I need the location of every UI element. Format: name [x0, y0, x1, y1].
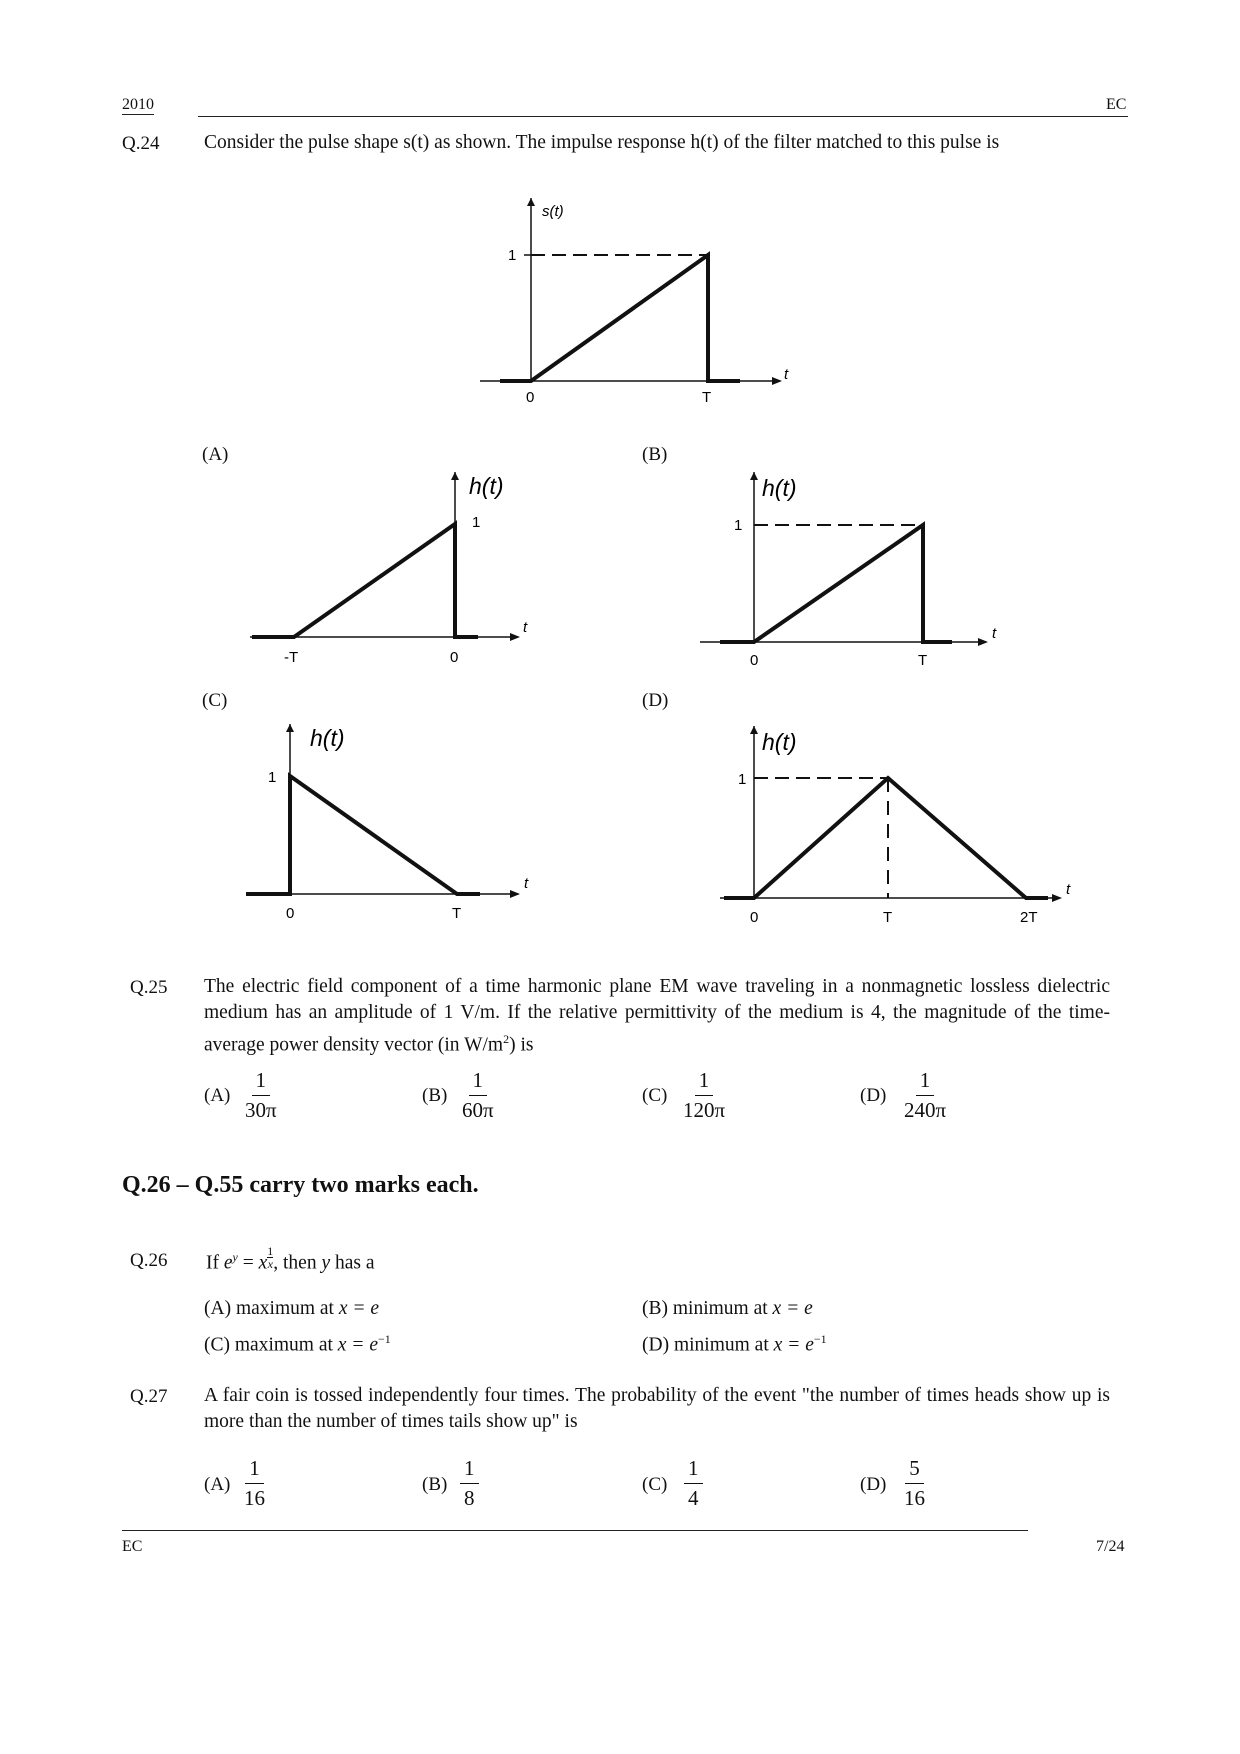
q24-option-b-plot	[690, 460, 1010, 670]
q24-option-d-label: (D)	[642, 690, 669, 711]
header-year: 2010	[122, 96, 154, 113]
d-xlabel: t	[1066, 881, 1071, 898]
q25-text: The electric field component of a time harmonic plane EM wave traveling in a nonmagnetic lossless dielectric medium has an amplitude of 1 V/m. If the relative permittivity of the medium is 4, the magnitude of the time-average power density vector (in $W/m^2$) is	[204, 976, 1110, 1056]
header-rule	[198, 116, 1128, 117]
q24-text: Consider the pulse shape s(t) as shown. The impulse response h(t) of the filter matched to this pulse is	[204, 132, 1000, 153]
q27-option-d-fraction: $\frac{5}{16}$	[904, 1456, 925, 1510]
q25-option-b-fraction: $\frac{1}{60\pi}$	[462, 1068, 494, 1122]
q26-option-b: (B) minimum at x = e	[642, 1298, 813, 1319]
q27-option-d-label: (D)	[860, 1474, 887, 1495]
main-pulse-s	[500, 255, 740, 381]
a-pulse-h	[252, 524, 478, 637]
footer-rule	[122, 1530, 1028, 1531]
c-x-tick-T: T	[452, 905, 462, 922]
q25-option-a-fraction: $\frac{1}{30\pi}$	[245, 1068, 277, 1122]
a-y-arrow-icon	[451, 472, 459, 480]
q24-option-d-plot	[690, 712, 1090, 932]
q25-option-c-fraction: $\frac{1}{120\pi}$	[683, 1068, 726, 1122]
q24-option-a-label: (A)	[202, 444, 229, 465]
d-y-tick: 1	[738, 771, 747, 788]
main-x-arrow-icon	[772, 377, 782, 385]
q26-option-c: (C) maximum at $x = e^{-1}$	[204, 1332, 391, 1356]
q26-number: Q.26	[130, 1250, 168, 1271]
q27-text: A fair coin is tossed independently four times. The probability of the event "the number of times heads show up is more than the number of times tails show up" is	[204, 1385, 1110, 1432]
b-pulse-h	[720, 525, 952, 642]
q24-option-c-plot	[240, 712, 540, 932]
d-x-tick-T: T	[883, 909, 893, 926]
main-x-tick-T: T	[702, 389, 712, 406]
main-ylabel: s(t)	[542, 203, 564, 220]
q24-option-c-label: (C)	[202, 690, 228, 711]
c-pulse-h	[246, 776, 480, 894]
q27-option-c-fraction: $\frac{1}{4}$	[684, 1456, 703, 1510]
header-paper-code: EC	[1106, 96, 1127, 113]
main-y-arrow-icon	[527, 198, 535, 206]
c-x-tick-0: 0	[286, 905, 295, 922]
c-xlabel: t	[524, 875, 529, 892]
q25-option-b-label: (B)	[422, 1085, 448, 1106]
q25-option-d-label: (D)	[860, 1085, 887, 1106]
b-y-arrow-icon	[750, 472, 758, 480]
q27-option-b-label: (B)	[422, 1474, 448, 1495]
b-x-tick-0: 0	[750, 652, 759, 669]
q27-option-c-label: (C)	[642, 1474, 668, 1495]
main-y-tick: 1	[508, 247, 517, 264]
q24-option-b-label: (B)	[642, 444, 668, 465]
c-y-arrow-icon	[286, 724, 294, 732]
q27-option-a-label: (A)	[204, 1474, 231, 1495]
d-x-tick-2T: 2T	[1020, 909, 1038, 926]
main-xlabel: t	[784, 366, 789, 383]
a-x-tick-0: 0	[450, 649, 459, 666]
c-y-tick: 1	[268, 769, 277, 786]
b-y-tick: 1	[734, 517, 743, 534]
footer-paper-code: EC	[122, 1538, 143, 1555]
d-x-arrow-icon	[1052, 894, 1062, 902]
b-ylabel: h(t)	[762, 475, 797, 501]
d-pulse-h	[724, 778, 1048, 898]
main-x-tick-0: 0	[526, 389, 535, 406]
d-x-tick-0: 0	[750, 909, 759, 926]
a-x-arrow-icon	[510, 633, 520, 641]
q26-option-d: (D) minimum at $x = e^{-1}$	[642, 1332, 827, 1356]
section-heading: Q.26 – Q.55 carry two marks each.	[122, 1172, 479, 1198]
q26-option-a: (A) maximum at x = e	[204, 1298, 380, 1319]
d-ylabel: h(t)	[762, 729, 797, 755]
a-xlabel: t	[523, 619, 528, 636]
q24-main-plot	[470, 196, 800, 416]
q25-number: Q.25	[130, 977, 168, 998]
a-ylabel: h(t)	[469, 473, 504, 499]
c-ylabel: h(t)	[310, 725, 345, 751]
q27-number: Q.27	[130, 1386, 168, 1407]
b-x-tick-T: T	[918, 652, 928, 669]
footer-page-number: 7/24	[1096, 1538, 1125, 1555]
a-x-tick-negT: -T	[284, 649, 299, 666]
q27-option-a-fraction: $\frac{1}{16}$	[244, 1456, 265, 1510]
header-rule-short	[122, 114, 154, 115]
q26-text: If $e^y = x$ $^{\frac{1}{x}}$ , then y has a	[206, 1244, 375, 1274]
q27-option-b-fraction: $\frac{1}{8}$	[460, 1456, 479, 1510]
q24-number: Q.24	[122, 133, 160, 154]
q25-option-a-label: (A)	[204, 1085, 231, 1106]
b-xlabel: t	[992, 625, 997, 642]
q25-option-d-fraction: $\frac{1}{240\pi}$	[904, 1068, 947, 1122]
q24-option-a-plot	[240, 460, 540, 670]
b-x-arrow-icon	[978, 638, 988, 646]
a-y-tick: 1	[472, 514, 481, 531]
c-x-arrow-icon	[510, 890, 520, 898]
d-y-arrow-icon	[750, 726, 758, 734]
q25-option-c-label: (C)	[642, 1085, 668, 1106]
